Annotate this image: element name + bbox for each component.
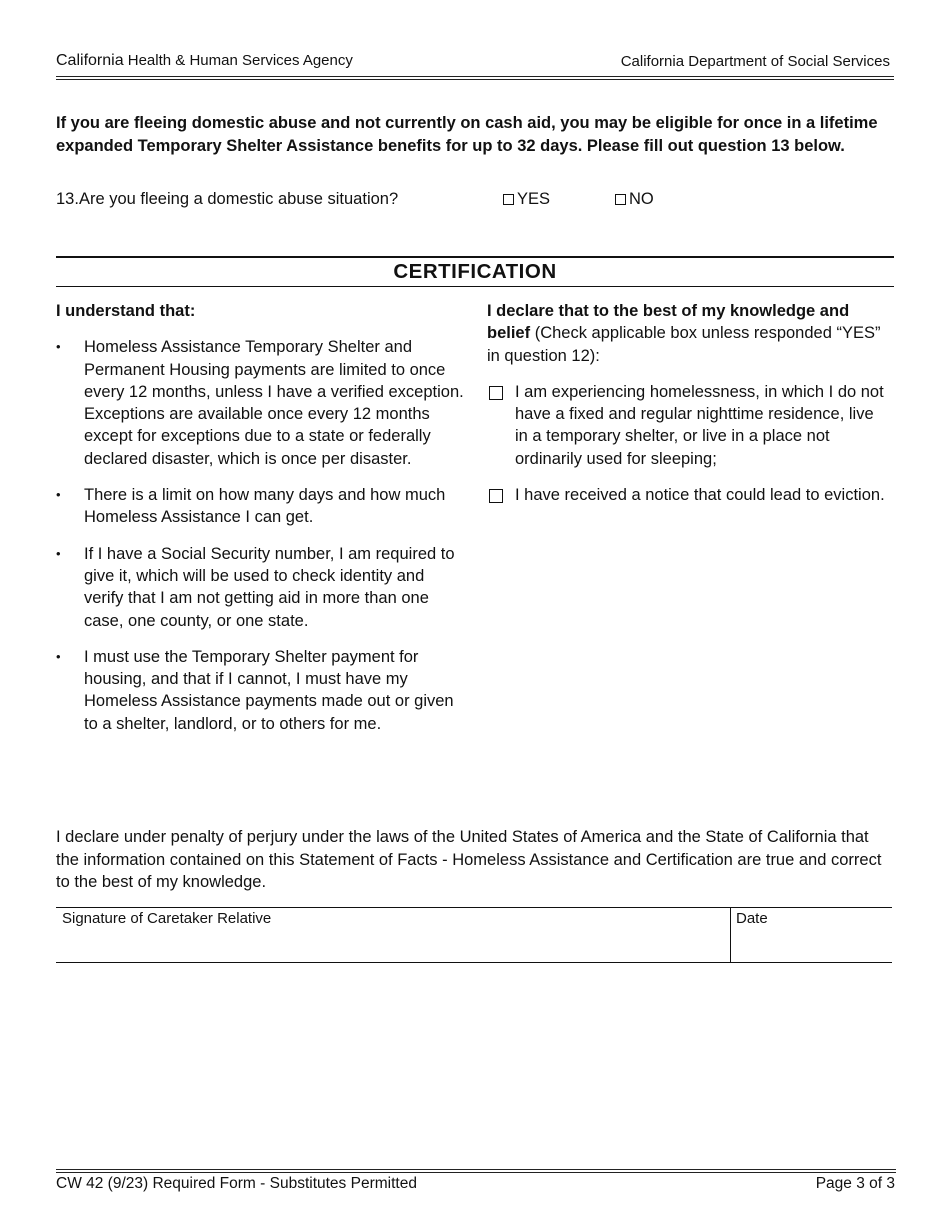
q13-no-option[interactable] <box>615 188 654 210</box>
bullet-glyph: • <box>56 487 61 503</box>
agency-prefix: California <box>56 52 124 69</box>
eviction-notice-text: I have received a notice that could lead to eviction. <box>515 486 885 505</box>
date-label: Date <box>736 910 768 927</box>
perjury-declaration: I declare under penalty of perjury under the laws of the United States of America and the State of California that the information contained on this Statement of Facts - Homeless Assistance and Certification are true and correct to the best of my knowledge. <box>56 828 882 891</box>
q13-yes-option[interactable] <box>503 188 550 210</box>
declare-heading-rest: (Check applicable box unless responded “YES” in question 12): <box>487 324 881 365</box>
header-rule-double <box>56 79 894 80</box>
footer-rule-double <box>56 1172 896 1173</box>
bullet-text: Homeless Assistance Temporary Shelter and Permanent Housing payments are limited to once every 12 months, unless I have a verified exception. Exceptions are available once every 12 months except for exceptions due to a state or federally declared disaster, which is once per disaster. <box>84 338 464 468</box>
form-identifier: CW 42 (9/23) Required Form - Substitutes Permitted <box>56 1175 417 1192</box>
bullet-text: I must use the Temporary Shelter payment for housing, and that if I cannot, I must have my Homeless Assistance payments made out or given to a shelter, landlord, or to others for me. <box>84 647 454 733</box>
understand-bullet <box>56 543 468 632</box>
question-13-number: 13. <box>56 190 79 208</box>
domestic-abuse-intro: If you are fleeing domestic abuse and not currently on cash aid, you may be eligible for once in a lifetime expanded Temporary Shelter Assistance benefits for up to 32 days. Please fill out question 13 below. <box>56 114 878 155</box>
q13-no-checkbox[interactable] <box>615 194 626 205</box>
bullet-text: There is a limit on how many days and how much Homeless Assistance I can get. <box>84 486 446 527</box>
understand-column <box>56 300 468 749</box>
understand-bullet <box>56 484 468 529</box>
understand-bullet <box>56 336 468 470</box>
bullet-glyph: • <box>56 339 61 355</box>
date-field[interactable] <box>731 907 892 962</box>
agency-name <box>56 52 353 70</box>
homelessness-option[interactable] <box>487 381 887 470</box>
signature-label: Signature of Caretaker Relative <box>62 910 272 927</box>
question-13 <box>56 188 398 210</box>
declare-column <box>487 300 887 506</box>
bullet-glyph: • <box>56 648 61 664</box>
homelessness-text: I am experiencing homelessness, in which I do not have a fixed and regular nighttime residence, live in a temporary shelter, or live in a place not ordinarily used for sleeping; <box>515 382 884 468</box>
q13-yes-label: YES <box>517 190 551 208</box>
eviction-notice-checkbox[interactable] <box>489 489 503 503</box>
signature-bottom-rule <box>56 962 892 963</box>
q13-no-label: NO <box>629 190 654 208</box>
q13-yes-checkbox[interactable] <box>503 194 514 205</box>
question-13-text: Are you fleeing a domestic abuse situation? <box>78 190 399 208</box>
certification-bottom-rule <box>56 286 894 287</box>
declare-heading <box>487 300 887 367</box>
page-number: Page 3 of 3 <box>815 1175 895 1192</box>
header-rule <box>56 76 894 77</box>
department-name: California Department of Social Services <box>620 53 890 70</box>
agency-rest: Health & Human Services Agency <box>123 52 353 69</box>
signature-field[interactable] <box>56 907 730 962</box>
bullet-glyph: • <box>56 545 61 561</box>
footer-rule <box>56 1169 896 1170</box>
understand-bullet <box>56 646 468 735</box>
understand-heading: I understand that: <box>56 302 196 320</box>
certification-top-rule <box>56 256 894 258</box>
certification-title: CERTIFICATION <box>393 260 557 283</box>
eviction-notice-option[interactable] <box>487 484 887 506</box>
homelessness-checkbox[interactable] <box>489 386 503 400</box>
declare-heading-bold: I declare that to the best of my knowledge and belief <box>487 302 850 343</box>
bullet-text: If I have a Social Security number, I am required to give it, which will be used to check identity and verify that I am not getting aid in more than one case, one county, or one state. <box>84 544 455 630</box>
